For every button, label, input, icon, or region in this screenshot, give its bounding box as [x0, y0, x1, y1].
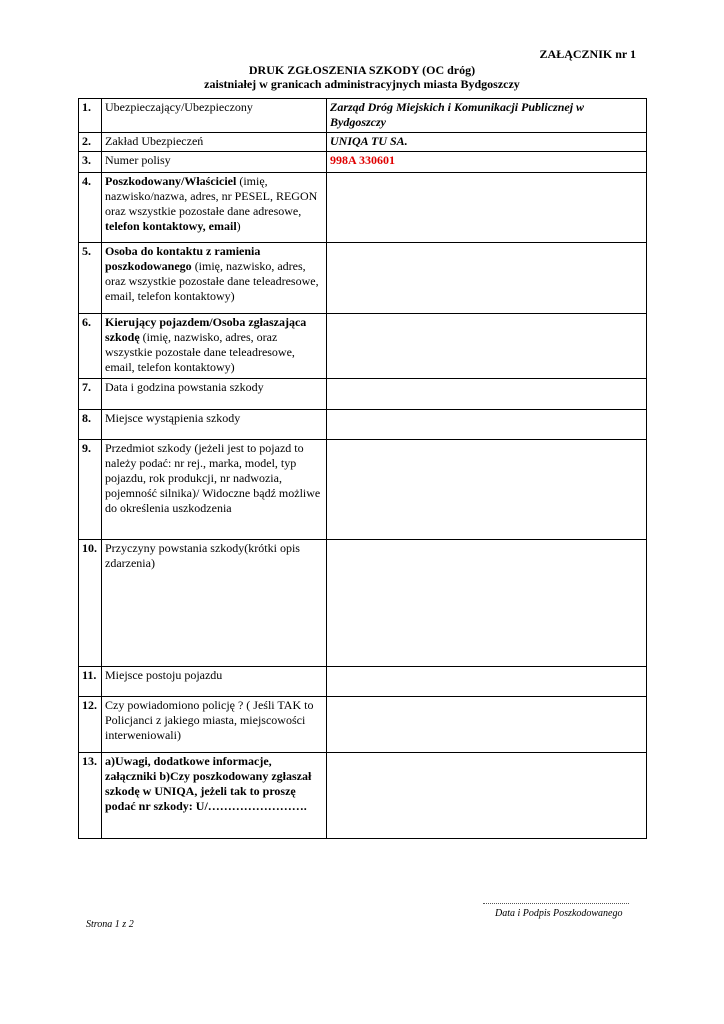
damage-cause-value[interactable]	[327, 540, 647, 667]
row-label-bold: Osoba do kontaktu z ramienia poszkodowanego	[105, 244, 261, 273]
document-subtitle: zaistniałej w granicach administracyjnych miasta Bydgoszczy	[204, 77, 520, 91]
row-label: a)Uwagi, dodatkowe informacje, załączniki b)Czy poszkodowany zgłaszał szkodę w UNIQA, jeżeli tak to proszę podać nr szkody: U/…………………….	[102, 753, 327, 839]
row-label-text: (imię, nazwisko, adres, oraz wszystkie pozostałe dane teleadresowe, email, telefon kontaktowy)	[105, 259, 319, 303]
claim-form-table	[78, 98, 647, 839]
row-number: 3.	[79, 152, 102, 173]
row-label	[102, 243, 327, 314]
row-label: Zakład Ubezpieczeń	[102, 133, 327, 152]
row-label-text: )	[236, 219, 241, 233]
row-label: Data i godzina powstania szkody	[102, 379, 327, 410]
row-label: Ubezpieczający/Ubezpieczony	[102, 99, 327, 133]
row-number: 4.	[79, 173, 102, 243]
row-number: 11.	[79, 667, 102, 697]
row-label-bold: telefon kontaktowy, email	[105, 219, 237, 233]
form-row	[79, 540, 647, 667]
row-number: 5.	[79, 243, 102, 314]
form-row	[79, 173, 647, 243]
damage-place-value[interactable]	[327, 410, 647, 440]
row-number: 2.	[79, 133, 102, 152]
police-notified-value[interactable]	[327, 697, 647, 753]
row-label: Przedmiot szkody (jeżeli jest to pojazd to należy podać: nr rej., marka, model, typ pojazdu, rok produkcji, nr nadwozia, pojemność silnika)/ Widoczne bądź możliwe do określenia uszkodzenia	[102, 440, 327, 540]
row-label	[102, 314, 327, 379]
form-row	[79, 379, 647, 410]
row-label: Numer polisy	[102, 152, 327, 173]
row-label-text: (imię, nazwisko, adres, oraz wszystkie pozostałe dane teleadresowe, email, telefon kontaktowy)	[105, 330, 295, 374]
remarks-value[interactable]	[327, 753, 647, 839]
signature-label: Data i Podpis Poszkodowanego	[495, 908, 623, 919]
parking-place-value[interactable]	[327, 667, 647, 697]
insured-value[interactable]: Zarząd Dróg Miejskich i Komunikacji Publicznej w Bydgoszczy	[327, 99, 647, 133]
annex-label: ZAŁĄCZNIK nr 1	[539, 47, 636, 61]
form-row	[79, 133, 647, 152]
row-number: 8.	[79, 410, 102, 440]
row-number: 12.	[79, 697, 102, 753]
driver-value[interactable]	[327, 314, 647, 379]
row-label	[102, 173, 327, 243]
row-label: Miejsce postoju pojazdu	[102, 667, 327, 697]
row-label-text: (imię, nazwisko/nazwa, adres, nr PESEL, REGON oraz wszystkie pozostałe dane adresowe,	[105, 174, 318, 218]
row-label-bold: Kierujący pojazdem/Osoba zgłaszająca szkodę	[105, 315, 307, 344]
injured-party-value[interactable]	[327, 173, 647, 243]
insurer-value[interactable]: UNIQA TU SA.	[327, 133, 647, 152]
row-number: 6.	[79, 314, 102, 379]
form-row	[79, 314, 647, 379]
form-row	[79, 410, 647, 440]
signature-line[interactable]	[483, 903, 629, 904]
row-number: 1.	[79, 99, 102, 133]
document-title: DRUK ZGŁOSZENIA SZKODY (OC dróg)	[248, 63, 476, 77]
form-row	[79, 753, 647, 839]
page-number: Strona 1 z 2	[86, 919, 134, 930]
policy-number-value[interactable]: 998A 330601	[327, 152, 647, 173]
contact-person-value[interactable]	[327, 243, 647, 314]
damage-subject-value[interactable]	[327, 440, 647, 540]
form-row	[79, 243, 647, 314]
damage-date-value[interactable]	[327, 379, 647, 410]
row-number: 10.	[79, 540, 102, 667]
form-row	[79, 697, 647, 753]
row-number: 7.	[79, 379, 102, 410]
form-row	[79, 440, 647, 540]
row-label: Miejsce wystąpienia szkody	[102, 410, 327, 440]
form-row	[79, 667, 647, 697]
row-label: Przyczyny powstania szkody(krótki opis zdarzenia)	[102, 540, 327, 667]
form-row	[79, 99, 647, 133]
row-number: 13.	[79, 753, 102, 839]
row-number: 9.	[79, 440, 102, 540]
form-row	[79, 152, 647, 173]
row-label-bold: Poszkodowany/Właściciel	[105, 174, 237, 188]
row-label: Czy powiadomiono policję ? ( Jeśli TAK to Policjanci z jakiego miasta, miejscowości interweniowali)	[102, 697, 327, 753]
